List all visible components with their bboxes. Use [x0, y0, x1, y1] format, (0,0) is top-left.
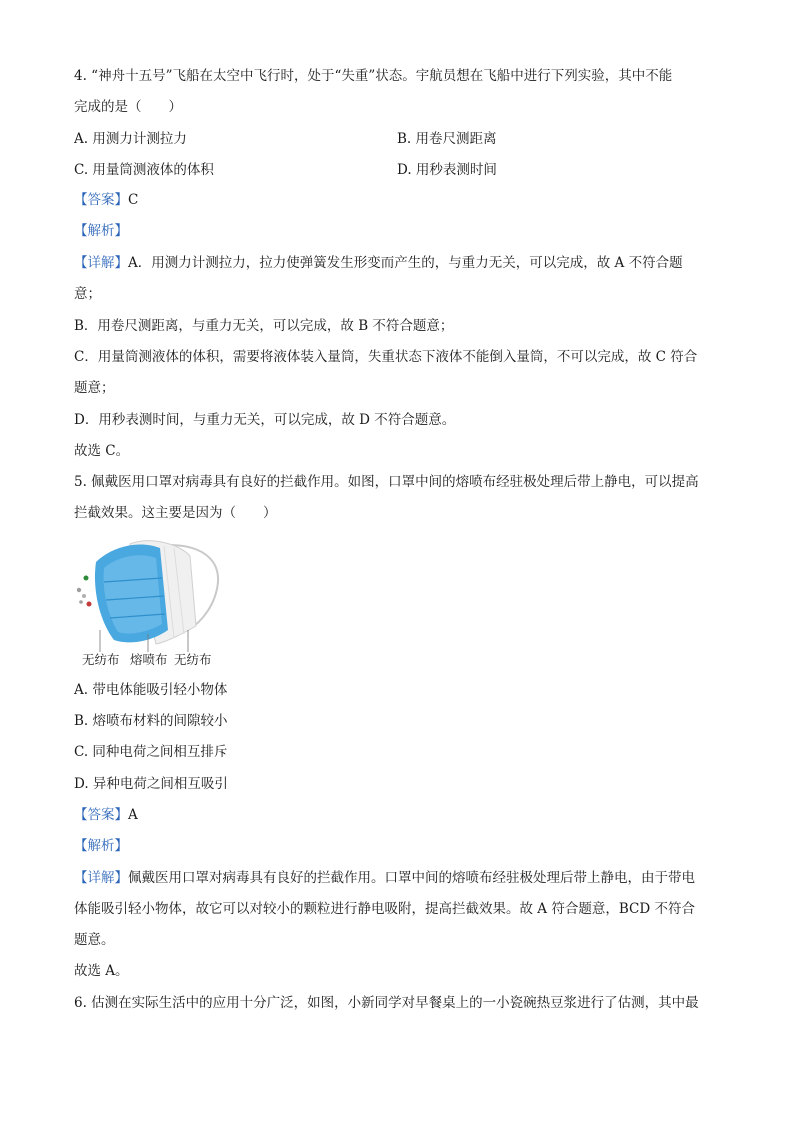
analysis-tag: 【解析】 [74, 838, 128, 854]
answer-tag: 【答案】 [74, 807, 128, 823]
analysis-tag: 【解析】 [74, 223, 128, 239]
q5-stem-line2: 拦截效果。这主要是因为（ ） [74, 505, 277, 521]
q4-option-b: B. 用卷尺测距离 [397, 131, 497, 147]
q5-option-d: D. 异种电荷之间相互吸引 [74, 776, 228, 792]
answer-tag: 【答案】 [74, 192, 128, 208]
q4-stem-line2: 完成的是（ ） [74, 99, 182, 115]
q4-detail-line2: 意； [74, 286, 101, 302]
q4-stem-line1: 4. “神舟十五号”飞船在太空中飞行时，处于“失重”状态。宇航员想在飞船中进行下列实验，其中不能 [74, 68, 673, 84]
q5-conclusion: 故选 A。 [74, 963, 129, 979]
q6-stem-line1: 6. 估测在实际生活中的应用十分广泛，如图，小新同学对早餐桌上的一小瓷碗热豆浆进行了估测，其中最 [74, 995, 699, 1011]
q4-detail-line6: D．用秒表测时间，与重力无关，可以完成，故 D 不符合题意。 [74, 412, 456, 428]
caption-nonwoven-outer: 无纺布 [82, 652, 120, 667]
q4-conclusion: 故选 C。 [74, 443, 130, 459]
q4-detail-line3: B．用卷尺测距离，与重力无关，可以完成，故 B 不符合题意； [74, 318, 454, 334]
q4-option-d: D. 用秒表测时间 [397, 162, 497, 178]
q5-option-a: A. 带电体能吸引轻小物体 [74, 682, 228, 698]
detail-text: A．用测力计测拉力，拉力使弹簧发生形变而产生的，与重力无关，可以完成，故 A 不符合题 [128, 255, 683, 271]
q5-option-c: C. 同种电荷之间相互排斥 [74, 744, 228, 760]
q4-option-c: C. 用量筒测液体的体积 [74, 162, 214, 178]
q5-detail-line3: 题意。 [74, 932, 115, 948]
caption-meltblown: 熔喷布 [130, 652, 168, 667]
detail-tag: 【详解】 [74, 870, 128, 886]
answer-value: A [128, 807, 138, 823]
q5-detail-line1 [74, 868, 695, 888]
q5-detail-line2: 体能吸引轻小物体，故它可以对较小的颗粒进行静电吸附，提高拦截效果。故 A 符合题意，BCD 不符合 [74, 901, 695, 917]
q4-analysis-tag [74, 221, 128, 241]
detail-tag: 【详解】 [74, 255, 128, 271]
q5-stem-line1: 5. 佩戴医用口罩对病毒具有良好的拦截作用。如图，口罩中间的熔喷布经驻极处理后带上静电，可以提高 [74, 474, 699, 490]
mask-illustration [70, 534, 230, 654]
q4-detail-line5: 题意； [74, 380, 115, 396]
q4-option-a: A. 用测力计测拉力 [74, 131, 187, 147]
detail-text: 佩戴医用口罩对病毒具有良好的拦截作用。口罩中间的熔喷布经驻极处理后带上静电，由于带电 [128, 870, 695, 886]
q4-detail-line4: C．用量筒测液体的体积，需要将液体装入量筒，失重状态下液体不能倒入量筒，不可以完成，故 C 符合 [74, 349, 698, 365]
q4-detail-line1 [74, 253, 683, 273]
answer-value: C [128, 192, 139, 208]
q5-option-b: B. 熔喷布材料的间隙较小 [74, 713, 228, 729]
q5-answer [74, 805, 138, 825]
q4-answer [74, 190, 138, 210]
caption-nonwoven-inner: 无纺布 [174, 652, 212, 667]
q5-analysis-tag [74, 836, 128, 856]
